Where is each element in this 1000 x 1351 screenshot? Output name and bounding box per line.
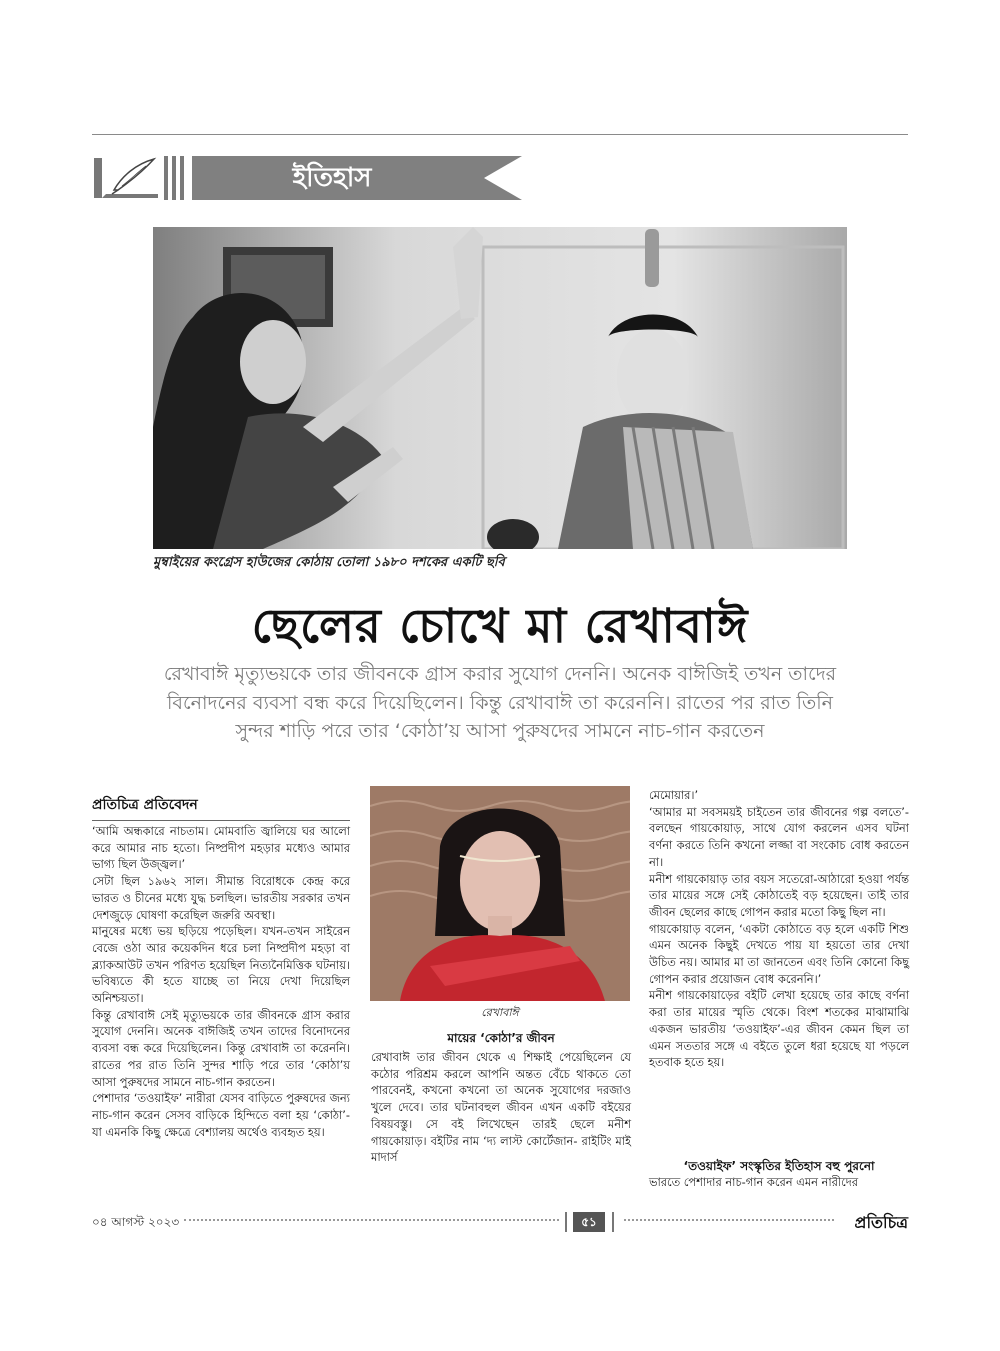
paragraph: মানুষের মধ্যে ভয় ছড়িয়ে পড়েছিল। যখন-তখন সাইরেন বেজে ওঠা আর কয়েকদিন ধরে চলা নিষ্প্রদীপ মহড়া বা ব্ল্যাকআউট তখন পরিণত হয়েছিল নিত্যনৈমিত্তিক ঘটনায়। ভবিষ্যতে কী হতে যাচ্ছে তা নিয়ে দেখা দিয়েছিল অনিশ্চয়তা।: [92, 924, 350, 1006]
headline: ছেলের চোখে মা রেখাবাঈ: [251, 599, 749, 654]
hero-photo-illustration: [153, 227, 847, 549]
column-3: [649, 787, 909, 1071]
paragraph: ভারতে পেশাদার নাচ-গান করেন এমন নারীদের: [649, 1175, 859, 1189]
subheading-tawaif-history: ‘তওয়াইফ’ সংস্কৃতির ইতিহাস বহু পুরনো: [683, 1159, 875, 1173]
footer-divider: [612, 1212, 614, 1232]
banner-bars: [164, 156, 190, 200]
section-banner: [92, 152, 522, 204]
issue-date: ০৪ আগস্ট ২০২৩: [92, 1215, 180, 1229]
quill-pen-icon: [92, 156, 162, 200]
footer-divider: [565, 1212, 567, 1232]
footer-dotted-rule: [184, 1219, 559, 1221]
byline: প্রতিচিত্র প্রতিবেদন: [92, 793, 350, 821]
paragraph: মনীশ গায়কোয়াড় তার বয়স সতেরো-আঠারো হওয়া পর্যন্ত তার মায়ের সঙ্গে সেই কোঠাতেই বড় হয়েছেন। তাই তার জীবন ছেলের কাছে গোপন করার মতো কিছু ছিল না।: [649, 871, 909, 919]
section-label: ইতিহাস: [292, 163, 372, 193]
paragraph: রেখাবাঈ তার জীবন থেকে এ শিক্ষাই পেয়েছিলেন যে কঠোর পরিশ্রম করলে আপনি অন্তত বেঁচে থাকতে তো পারবেনই, কখনো কখনো তা অনেক সুযোগের দরজাও খুলে দেবে। তার ঘটনাবহুল জীবন এখন একটি বইয়ের বিষয়বস্তু। সে বই লিখেছেন তারই ছেলে মনীশ গায়কোয়াড়। বইটির নাম ‘দ্য লাস্ট কোর্টেজান- রাইটিং মাই মাদার্স: [371, 1050, 631, 1165]
page-footer: [92, 1212, 908, 1232]
paragraph: মেমোয়ার।’: [649, 788, 699, 802]
column-3-continued: [649, 1174, 909, 1191]
top-rule: [92, 134, 908, 135]
paragraph: ‘আমি অন্ধকারে নাচতাম। মোমবাতি জ্বালিয়ে ঘর আলো করে আমার নাচ হতো। নিষ্প্রদীপ মহড়ার মধ্যেও আমার ভাগ্য ছিল উজ্জ্বল।’: [92, 824, 350, 872]
column-2: [371, 1049, 631, 1166]
portrait-caption: রেখাবাঈ: [481, 1006, 519, 1019]
paragraph: সেটা ছিল ১৯৬২ সাল। সীমান্ত বিরোধকে কেন্দ্র করে ভারত ও চীনের মধ্যে যুদ্ধ চলছিল। ভারতীয় সরকার তখন দেশজুড়ে ঘোষণা করেছিল জরুরি অবস্থা।: [92, 874, 350, 922]
subheading-kotha-life: মায়ের ‘কোঠা’র জীবন: [447, 1031, 555, 1045]
column-1: [92, 823, 350, 1140]
portrait-photo: [370, 786, 630, 1001]
paragraph: ‘আমার মা সবসময়ই চাইতেন তার জীবনের গল্প বলতে’- বলছেন গায়কোয়াড়, সাথে যোগ করলেন এসব ঘটনা বর্ণনা করতে তিনি কখনো লজ্জা বা সংকোচ বোধ করতেন না।: [649, 804, 909, 869]
hero-caption: মুম্বাইয়ের কংগ্রেস হাউজের কোঠায় তোলা ১৯৮০ দশকের একটি ছবি: [153, 555, 505, 570]
hero-photo: [153, 227, 847, 549]
page-number: ৫১: [573, 1212, 605, 1232]
paragraph: পেশাদার ‘তওয়াইফ’ নারীরা যেসব বাড়িতে পুরুষদের জন্য নাচ-গান করেন সেসব বাড়িকে হিন্দিতে বলা হয় ‘কোঠা’- যা এমনকি কিছু ক্ষেত্রে বেশ্যালয় অর্থেও ব্যবহৃত হয়।: [92, 1091, 350, 1139]
portrait-illustration: [370, 786, 630, 1001]
magazine-name: প্রতিচিত্র: [854, 1213, 908, 1232]
paragraph: গায়কোয়াড় বলেন, ‘একটা কোঠাতে বড় হলে একটি শিশু এমন অনেক কিছুই দেখতে পায় যা হয়তো তার দেখা উচিত নয়। আমার মা তা জানতেন এবং তিনি কোনো কিছু গোপন করার প্রয়োজন বোধ করেননি।’: [649, 921, 909, 986]
paragraph: মনীশ গায়কোয়াড়ের বইটি লেখা হয়েছে তার কাছে বর্ণনা করা তার মায়ের স্মৃতি থেকে। বিংশ শতকের মাঝামাঝি একজন ভারতীয় ‘তওয়াইফ’-এর জীবন কেমন ছিল তা এমন সততার সঙ্গে এ বইতে তুলে ধরা হয়েছে যা পড়লে হতবাক হতে হয়।: [649, 988, 909, 1070]
paragraph: কিন্তু রেখাবাঈ সেই মৃত্যুভয়কে তার জীবনকে গ্রাস করার সুযোগ দেননি। অনেক বাঈজিই তখন তাদের বিনোদনের ব্যবসা বন্ধ করে দিয়েছিলেন। কিন্তু রেখাবাঈ তা করেননি। রাতের পর রাত তিনি সুন্দর শাড়ি পরে তার ‘কোঠা’য় আসা পুরুষদের সামনে নাচ-গান করতেন।: [92, 1007, 350, 1089]
lede: রেখাবাঈ মৃত্যুভয়কে তার জীবনকে গ্রাস করার সুযোগ দেননি। অনেক বাঈজিই তখন তাদের বিনোদনের ব্যবসা বন্ধ করে দিয়েছিলেন। কিন্তু রেখাবাঈ তা করেননি। রাতের পর রাত তিনি সুন্দর শাড়ি পরে তার ‘কোঠা’য় আসা পুরুষদের সামনে নাচ-গান করতেন: [163, 663, 837, 742]
footer-dotted-rule: [624, 1219, 834, 1221]
